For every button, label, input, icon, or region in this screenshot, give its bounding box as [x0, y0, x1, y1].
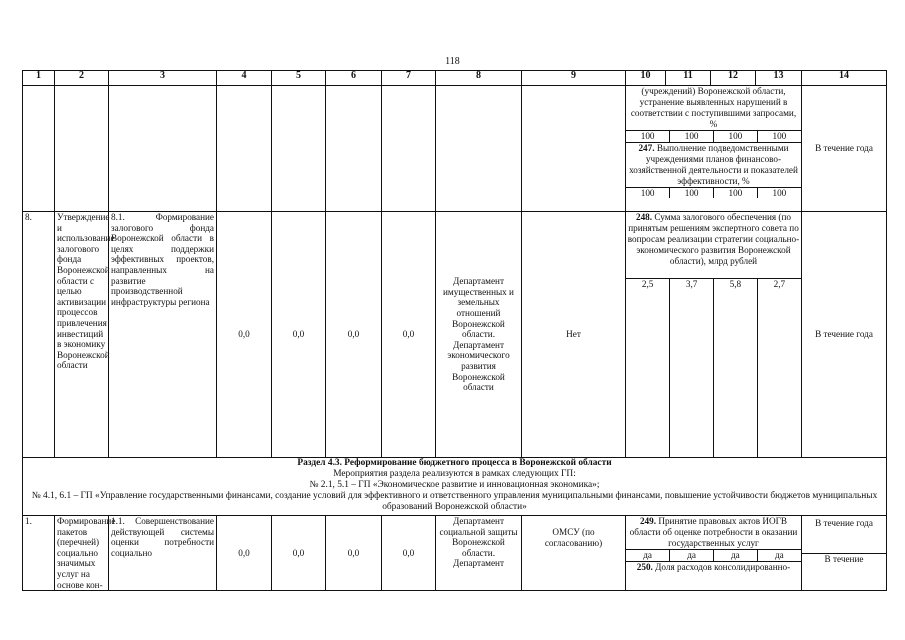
col-header: 1: [23, 71, 55, 86]
indicator-value: 100: [757, 131, 801, 143]
funding-value: 0,0: [326, 516, 382, 591]
table-row: [23, 516, 887, 591]
col-header: 5: [272, 71, 326, 86]
section-title: Раздел 4.3. Реформирование бюджетного процесса в Воронежской области: [297, 458, 612, 468]
col-header: 13: [756, 71, 802, 86]
table-row: [23, 212, 887, 458]
section-heading: [23, 458, 887, 516]
col-header: 11: [666, 71, 711, 86]
indicator-value: 100: [772, 187, 787, 198]
funding-value: 0,0: [382, 516, 436, 591]
indicator-247: 247. Выполнение подведомственными учреждениями планов финансово-хозяйственной деятельности и показателей эффективности, %: [626, 142, 801, 187]
indicator-value: 100: [714, 131, 758, 143]
indicator-249: 249. Принятие правовых актов ИОГВ области об оценке потребности в оказании государственных услуг: [626, 516, 801, 550]
indicator-cell: [626, 516, 802, 591]
indicator-cell: [626, 212, 802, 458]
measure-name: Утверждение и использование залогового фонда Воронежской области с целью активизации процессов привлечения инвестиций в экономику Воронежской области: [55, 212, 109, 458]
co-executor: Нет: [522, 212, 626, 458]
indicator-value: 100: [670, 131, 714, 143]
indicator-value: да: [757, 550, 801, 562]
indicator-cell: [626, 86, 802, 212]
co-executor: ОМСУ (по согласованию): [522, 516, 626, 591]
indicator-value: 100: [670, 187, 714, 198]
sub-measure: 1.1. Совершенствование действующей системы оценки потребности социально: [109, 516, 217, 591]
funding-value: 0,0: [217, 212, 272, 458]
funding-value: 0,0: [217, 516, 272, 591]
col-header: 10: [626, 71, 666, 86]
indicator-250: 250. Доля расходов консолидированно-: [636, 561, 791, 572]
responsible-executor: Департамент социальной защиты Воронежской области. Департамент: [436, 516, 522, 591]
section-line: № 4.1, 6.1 – ГП «Управление государственными финансами, создание условий для эффективного и ответственного управления муниципальными финансами, повышение устойчивости бюджетов муниципальных образований Воронежской области»: [31, 491, 878, 512]
indicator-text: (учреждений) Воронежской области, устранение выявленных нарушений в соответствии с поступившими запросами, %: [626, 86, 801, 131]
indicator-value: 5,8: [714, 279, 758, 457]
funding-value: 0,0: [326, 212, 382, 458]
term-cell: В течение года В течение: [802, 516, 887, 591]
indicator-value: 100: [626, 131, 670, 143]
col-header: 9: [522, 71, 626, 86]
col-header: 2: [55, 71, 109, 86]
table-row: [23, 86, 887, 212]
indicator-value: да: [670, 550, 714, 562]
indicator-value: 100: [626, 187, 670, 198]
indicator-value: 3,7: [670, 279, 714, 457]
sub-measure: 8.1. Формирование залогового фонда Воронежской области в целях поддержки эффективных проектов, направленных на развитие производственной инфраструктуры региона: [109, 212, 217, 458]
indicator-248: 248. Сумма залогового обеспечения (по принятым решениям экспертного совета по вопросам реализации стратегии социально-экономического развития Воронежской области), млрд рублей: [626, 212, 801, 279]
indicator-value: да: [714, 550, 758, 562]
column-header-row: [23, 71, 887, 86]
indicator-value: 100: [714, 187, 758, 198]
row-number: 8.: [23, 212, 55, 458]
row-number: 1.: [23, 516, 55, 591]
col-header: 8: [436, 71, 522, 86]
col-header: 3: [109, 71, 217, 86]
col-header: 6: [326, 71, 382, 86]
section-line: № 2.1, 5.1 – ГП «Экономическое развитие и инновационная экономика»;: [309, 480, 600, 490]
funding-value: 0,0: [382, 212, 436, 458]
col-header: 7: [382, 71, 436, 86]
funding-value: 0,0: [272, 212, 326, 458]
funding-value: 0,0: [272, 516, 326, 591]
col-header: 4: [217, 71, 272, 86]
term-cell: В течение года: [802, 212, 887, 458]
indicator-value: 2,7: [773, 279, 786, 289]
measure-name: Формирование пакетов (перечней) социально значимых услуг на основе кон-: [55, 516, 109, 591]
section-heading-row: [23, 458, 887, 516]
indicator-value: 2,5: [626, 279, 670, 457]
responsible-executor: Департамент имущественных и земельных отношений Воронежской области. Департамент экономического развития Воронежской области: [436, 212, 522, 458]
section-line: Мероприятия раздела реализуются в рамках следующих ГП:: [333, 469, 576, 479]
term-cell: В течение года: [802, 86, 887, 212]
document-table: [22, 70, 887, 591]
col-header: 14: [802, 71, 887, 86]
col-header: 12: [711, 71, 756, 86]
page-number: 118: [445, 56, 460, 67]
indicator-value: да: [626, 550, 670, 562]
